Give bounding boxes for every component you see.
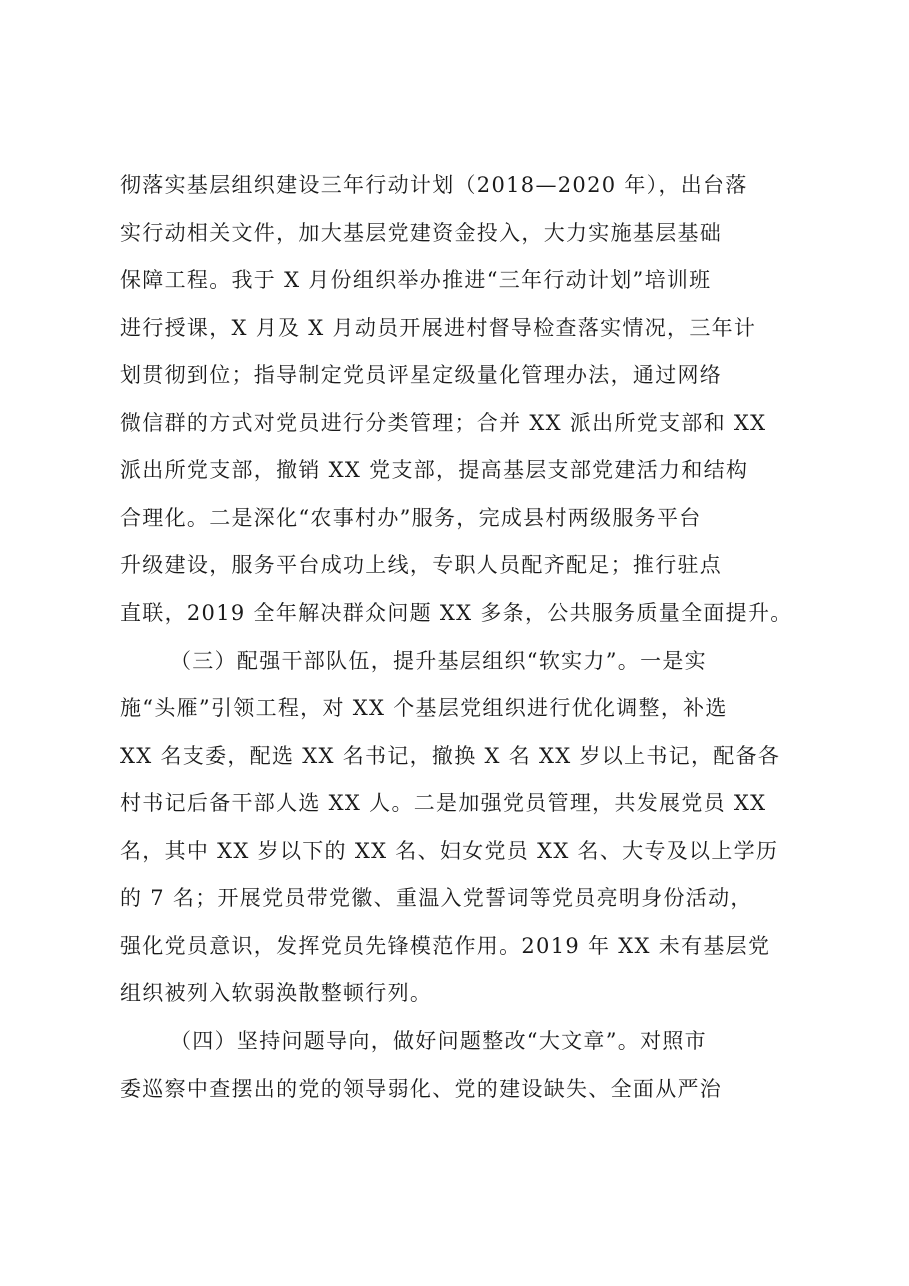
text-line: 派出所党支部，撤销 XX 党支部，提高基层支部党建活力和结构	[120, 458, 749, 482]
text-line: 保障工程。我于 X 月份组织举办推进“三年行动计划”培训班	[120, 268, 712, 292]
text-line: 直联，2019 全年解决群众问题 XX 多条，公共服务质量全面提升。	[120, 601, 793, 625]
text-line: 组织被列入软弱涣散整顿行列。	[120, 981, 433, 1005]
text-line: 实行动相关文件，加大基层党建资金投入，大力实施基层基础	[120, 221, 723, 245]
text-line: 微信群的方式对党员进行分类管理；合并 XX 派出所党支部和 XX	[120, 411, 767, 435]
text-line: 划贯彻到位；指导制定党员评星定级量化管理办法，通过网络	[120, 363, 723, 387]
text-line: 彻落实基层组织建设三年行动计划（2018—2020 年），出台落	[120, 173, 748, 197]
text-line: XX 名支委，配选 XX 名书记，撤换 X 名 XX 岁以上书记，配备各	[120, 744, 781, 768]
text-line: （三）配强干部队伍，提升基层组织“软实力”。一是实	[170, 649, 707, 673]
text-line: 合理化。二是深化“农事村办”服务，完成县村两级服务平台	[120, 506, 702, 530]
text-line: 强化党员意识，发挥党员先锋模范作用。2019 年 XX 未有基层党	[120, 934, 771, 958]
text-line: 进行授课，X 月及 X 月动员开展进村督导检查落实情况，三年计	[120, 316, 757, 340]
text-line: （四）坚持问题导向，做好问题整改“大文章”。对照市	[170, 1029, 707, 1053]
text-line: 的 7 名；开展党员带党徽、重温入党誓词等党员亮明身份活动，	[120, 886, 753, 910]
text-line: 施“头雁”引领工程，对 XX 个基层党组织进行优化调整，补选	[120, 696, 728, 720]
text-line: 名，其中 XX 岁以下的 XX 名、妇女党员 XX 名、大专及以上学历	[120, 839, 779, 863]
text-line: 村书记后备干部人选 XX 人。二是加强党员管理，共发展党员 XX	[120, 791, 767, 815]
text-line: 委巡察中查摆出的党的领导弱化、党的建设缺失、全面从严治	[120, 1077, 723, 1101]
text-line: 升级建设，服务平台成功上线，专职人员配齐配足；推行驻点	[120, 553, 723, 577]
